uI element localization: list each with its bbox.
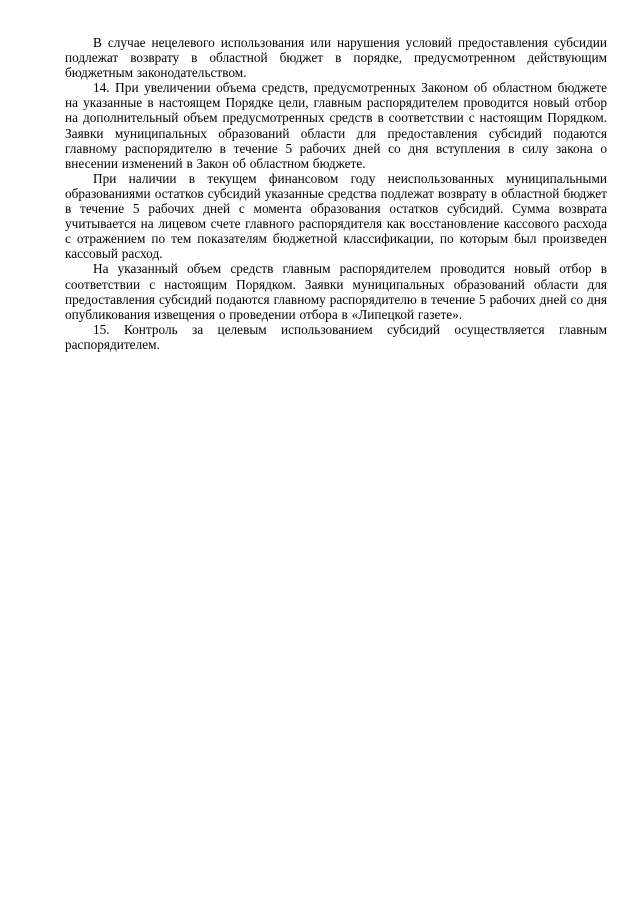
- paragraph-unused-subsidy-balances: При наличии в текущем финансовом году неиспользованных муниципальными образованиями остатков субсидий указанные средства подлежат возврату в областной бюджет в течение 5 рабочих дней с момента образования остатков субсидий. Сумма возврата учитывается на лицевом счете главного распорядителя как восстановление кассового расхода с отражением по тем показателям бюджетной классификации, по которым был произведен кассовый расход.: [65, 170, 607, 262]
- paragraph-item-15-control: 15. Контроль за целевым использованием субсидий осуществляется главным распорядителем.: [65, 321, 607, 352]
- document-page: [65, 35, 607, 352]
- paragraph-item-14-budget-increase: 14. При увеличении объема средств, предусмотренных Законом об областном бюджете на указанные в настоящем Порядке цели, главным распорядителем проводится новый отбор на дополнительный объем предусмотренных средств в соответствии с настоящим Порядком. Заявки муниципальных образований области для предоставления субсидий подаются главному распорядителю в течение 5 рабочих дней со дня вступления в силу закона о внесении изменений в Закон об областном бюджете.: [65, 80, 607, 171]
- paragraph-new-selection-notice: На указанный объем средств главным распорядителем проводится новый отбор в соответствии с настоящим Порядком. Заявки муниципальных образований области для предоставления субсидий подаются главному распорядителю в течение 5 рабочих дней со дня опубликования извещения о проведении отбора в «Липецкой газете».: [65, 261, 607, 322]
- paragraph-subsidy-return-conditions: В случае нецелевого использования или нарушения условий предоставления субсидии подлежат возврату в областной бюджет в порядке, предусмотренном действующим бюджетным законодательством.: [65, 35, 607, 81]
